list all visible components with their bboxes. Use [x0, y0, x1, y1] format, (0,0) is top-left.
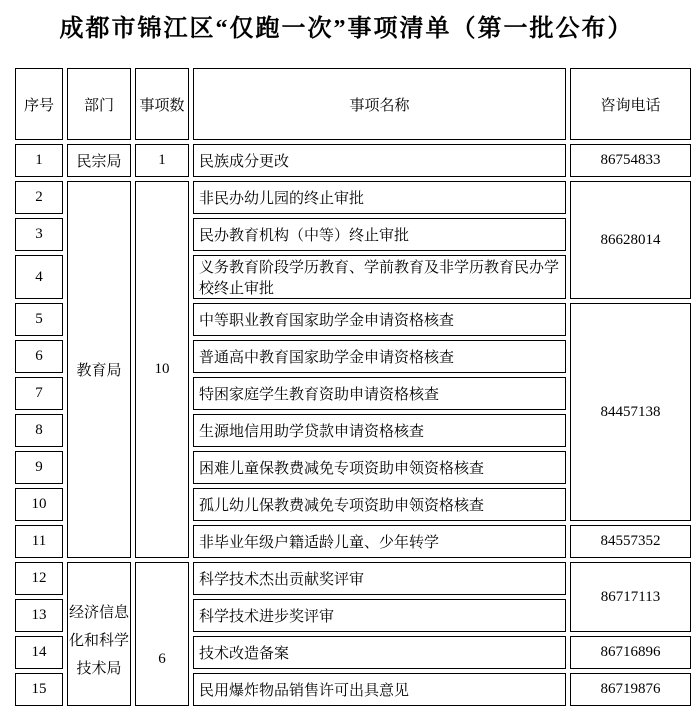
phone-cell: 84457138 [570, 303, 691, 521]
row-no-cell: 2 [15, 181, 63, 214]
item-name-cell: 非毕业年级户籍适龄儿童、少年转学 [193, 525, 566, 558]
header-row [15, 68, 691, 140]
row-no-cell: 5 [15, 303, 63, 336]
row-no-cell: 13 [15, 599, 63, 632]
items-table [11, 64, 693, 710]
col-header-count: 事项数 [135, 68, 189, 140]
item-count-cell: 6 [135, 562, 189, 706]
item-name-cell: 中等职业教育国家助学金申请资格核查 [193, 303, 566, 336]
row-no-cell: 6 [15, 340, 63, 373]
col-header-item: 事项名称 [193, 68, 566, 140]
item-name-cell: 科学技术杰出贡献奖评审 [193, 562, 566, 595]
item-name-cell: 普通高中教育国家助学金申请资格核查 [193, 340, 566, 373]
item-name-cell: 生源地信用助学贷款申请资格核查 [193, 414, 566, 447]
item-name-cell: 孤儿幼儿保教费减免专项资助申领资格核查 [193, 488, 566, 521]
item-name-cell: 非民办幼儿园的终止审批 [193, 181, 566, 214]
table-row [15, 562, 691, 595]
item-name-cell: 民族成分更改 [193, 144, 566, 177]
row-no-cell: 1 [15, 144, 63, 177]
row-no-cell: 8 [15, 414, 63, 447]
row-no-cell: 14 [15, 636, 63, 669]
col-header-phone: 咨询电话 [570, 68, 691, 140]
department-cell: 民宗局 [67, 144, 131, 177]
row-no-cell: 9 [15, 451, 63, 484]
table-row [15, 181, 691, 214]
item-name-cell: 困难儿童保教费减免专项资助申领资格核查 [193, 451, 566, 484]
col-header-no: 序号 [15, 68, 63, 140]
department-cell: 教育局 [67, 181, 131, 558]
item-name-cell: 义务教育阶段学历教育、学前教育及非学历教育民办学校终止审批 [193, 255, 566, 299]
row-no-cell: 7 [15, 377, 63, 410]
row-no-cell: 12 [15, 562, 63, 595]
row-no-cell: 11 [15, 525, 63, 558]
item-name-cell: 特困家庭学生教育资助申请资格核查 [193, 377, 566, 410]
row-no-cell: 3 [15, 218, 63, 251]
item-name-cell: 民用爆炸物品销售许可出具意见 [193, 673, 566, 706]
phone-cell: 86628014 [570, 181, 691, 299]
item-count-cell: 10 [135, 181, 189, 558]
phone-cell: 84557352 [570, 525, 691, 558]
phone-cell: 86754833 [570, 144, 691, 177]
item-name-cell: 科学技术进步奖评审 [193, 599, 566, 632]
table-row [15, 144, 691, 177]
row-no-cell: 4 [15, 255, 63, 299]
col-header-dept: 部门 [67, 68, 131, 140]
row-no-cell: 15 [15, 673, 63, 706]
phone-cell: 86719876 [570, 673, 691, 706]
item-name-cell: 技术改造备案 [193, 636, 566, 669]
phone-cell: 86716896 [570, 636, 691, 669]
item-count-cell: 1 [135, 144, 189, 177]
department-cell: 经济信息化和科学技术局 [67, 562, 131, 706]
row-no-cell: 10 [15, 488, 63, 521]
page-title: 成都市锦江区“仅跑一次”事项清单（第一批公布） [59, 16, 634, 42]
phone-cell: 86717113 [570, 562, 691, 632]
item-name-cell: 民办教育机构（中等）终止审批 [193, 218, 566, 251]
